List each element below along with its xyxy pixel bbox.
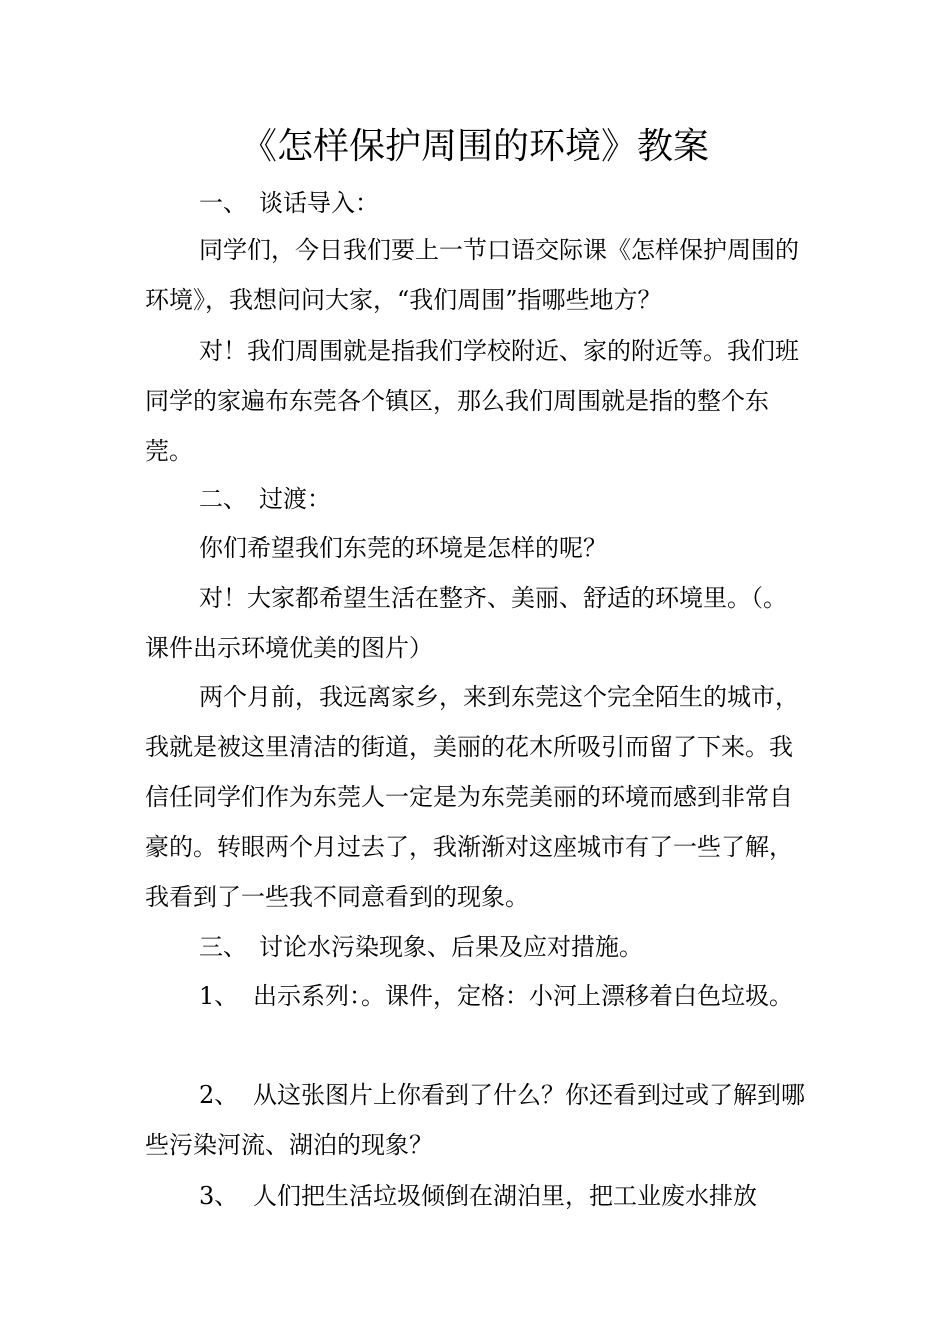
step-number: 3、 <box>199 1182 239 1210</box>
step-number: 1、 <box>199 982 239 1010</box>
section-number: 一、 <box>199 189 247 217</box>
section-number: 三、 <box>199 933 247 961</box>
section-heading-text: 讨论水污染现象、后果及应对措施。 <box>259 933 643 961</box>
section-heading-text: 谈话导入： <box>259 189 379 217</box>
step-text: 出示系列：。课件，定格：小河上漂移着白色垃圾。 <box>253 982 793 1010</box>
step-text: 从这张图片上你看到了什么？你还看到过或了解到哪些污染河流、湖泊的现象？ <box>145 1081 805 1159</box>
list-item <box>145 1070 810 1170</box>
section-heading-2 <box>199 474 331 524</box>
list-item <box>145 1171 810 1221</box>
paragraph: 你们希望我们东莞的环境是怎样的呢？ <box>199 534 607 562</box>
paragraph: 同学们，今日我们要上一节口语交际课《怎样保护周围的环境》，我想问问大家，“我们周围”指哪些地方？ <box>145 236 799 314</box>
section-heading-text: 过渡： <box>259 485 331 513</box>
step-number: 2、 <box>199 1081 239 1109</box>
list-item <box>145 971 810 1021</box>
section-heading-1 <box>199 178 379 228</box>
section-heading-3 <box>199 922 643 972</box>
paragraph: 对！我们周围就是指我们学校附近、家的附近等。我们班同学的家遍布东莞各个镇区，那么我们周围就是指的整个东莞。 <box>145 337 799 465</box>
section-number: 二、 <box>199 485 247 513</box>
paragraph: 对！大家都希望生活在整齐、美丽、舒适的环境里。（。课件出示环境优美的图片） <box>145 584 787 662</box>
step-text: 人们把生活垃圾倾倒在湖泊里，把工业废水排放 <box>253 1182 757 1210</box>
document-title: 《怎样保护周围的环境》教案 <box>240 126 709 167</box>
paragraph: 两个月前，我远离家乡，来到东莞这个完全陌生的城市，我就是被这里清洁的街道，美丽的花木所吸引而留了下来。我信任同学们作为东莞人一定是为东莞美丽的环境而感到非常自豪的。转眼两个月过去了，我渐渐对这座城市有了一些了解，我看到了一些我不同意看到的现象。 <box>145 683 799 911</box>
